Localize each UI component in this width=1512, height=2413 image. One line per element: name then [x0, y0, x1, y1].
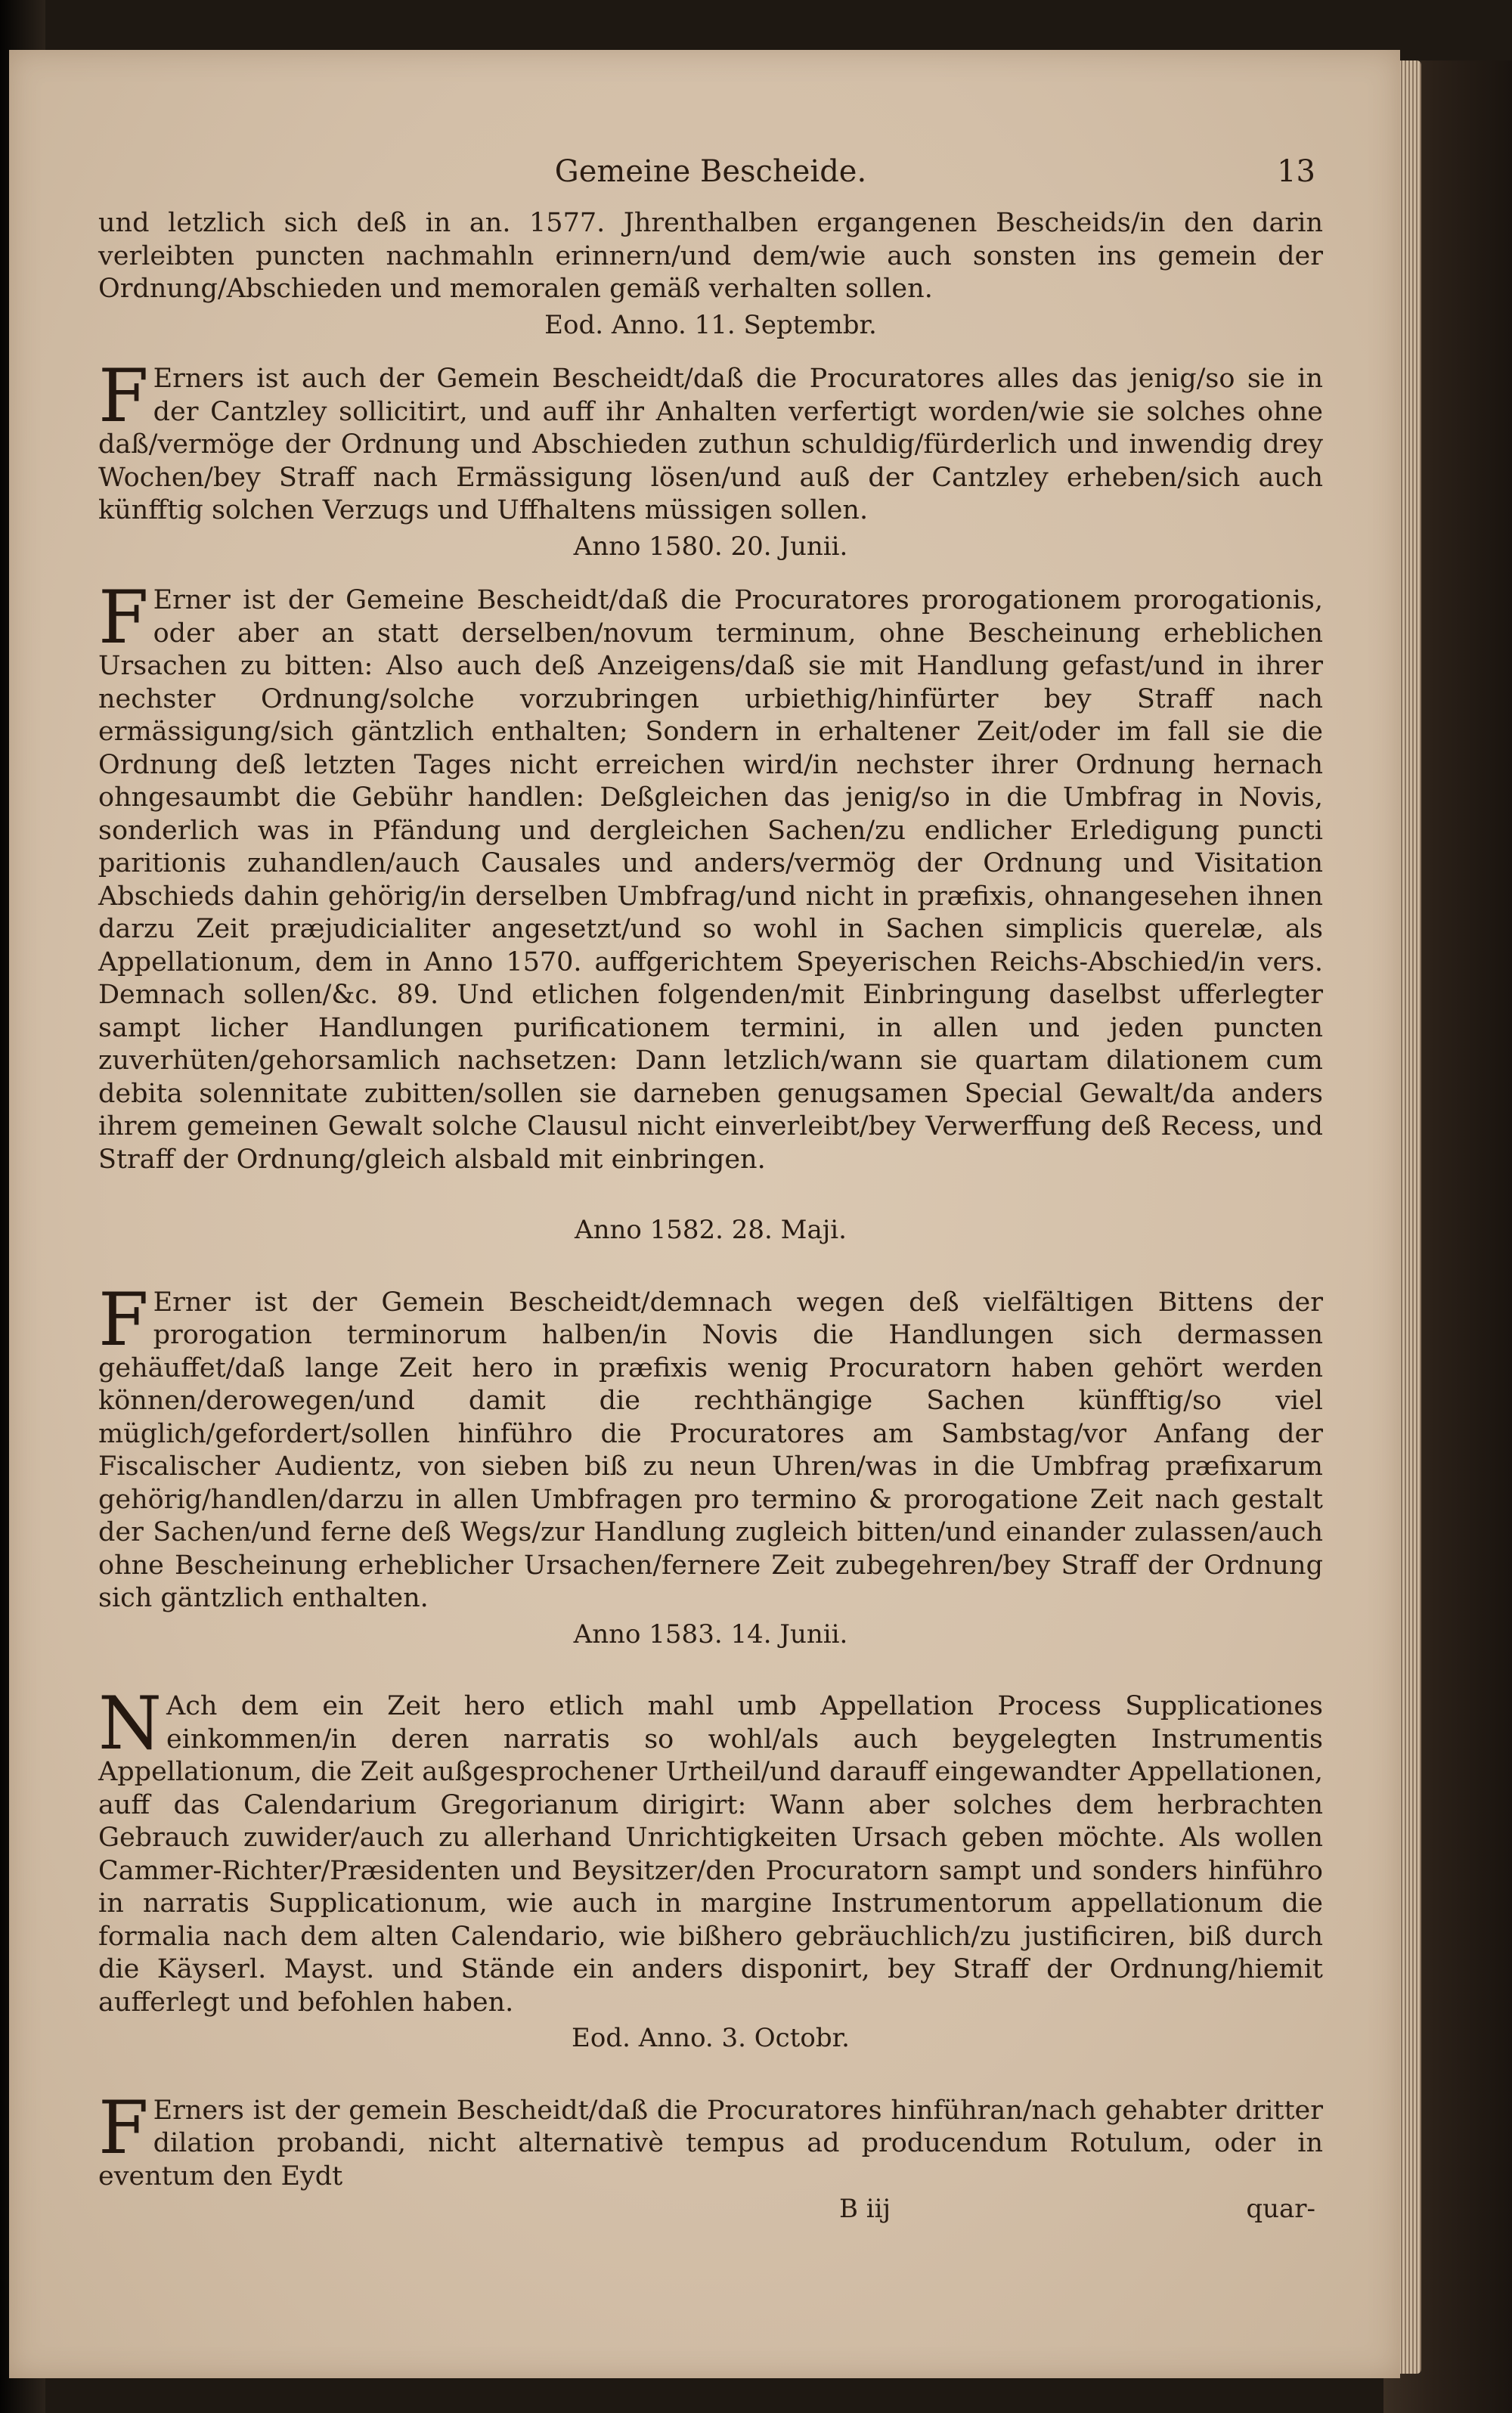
drop-initial: N [98, 1681, 162, 1766]
opening-paragraph: und letzlich sich deß in an. 1577. Jhrenthalben ergangenen Bescheids/in den darin verleibten puncten nachmahln erinnern/und dem/wie auch sonsten ins gemein der Ordnung/Abschieden und memoralen gemäß verhalten sollen. [98, 208, 1323, 304]
text-block [98, 156, 1323, 2226]
date-line: Anno 1580. 20. Junii. [573, 531, 848, 562]
date-line: Anno 1583. 14. Junii. [573, 1618, 848, 1649]
signature-mark: B iij [839, 2194, 891, 2224]
date-line: Eod. Anno. 3. Octobr. [572, 2023, 850, 2053]
section-1 [98, 354, 1323, 563]
page-number: 13 [1277, 154, 1315, 189]
section-4 [98, 1681, 1323, 2055]
section-paragraph: Ach dem ein Zeit hero etlich mahl umb Appellation Process Supplicationes einkommen/in deren narratis so wohl/als auch beygelegten Instrumentis Appellationum, die Zeit außgesprochener Urtheil/und darauff eingewandter Appellationen, auff das Calendarium Gregorianum dirigirt: Wann aber solches dem herbrachten Gebrauch zuwider/auch zu allerhand Unrichtigkeiten Ursach geben möchte. Als wollen Cammer-Richter/Præsidenten und Beysitzer/den Procuratorn sampt und sonders hinführo in narratis Supplicationum, wie auch in margine Instrumentorum appellationum die formalia nach dem alten Calendario, wie bißhero gebräuchlich/zu justificiren, biß durch die Käyserl. Mayst. und Stände ein anders disponirt, bey Straff der Ordnung/hiemit aufferlegt und befohlen haben. [98, 1691, 1323, 2018]
running-title: Gemeine Bescheide. [554, 154, 867, 189]
drop-initial: F [98, 1277, 149, 1362]
book-page [9, 50, 1400, 2378]
drop-initial: F [98, 2085, 149, 2170]
drop-initial: F [98, 354, 149, 438]
section-2 [98, 575, 1323, 1247]
section-paragraph: Erner ist der Gemeine Bescheidt/daß die Procuratores prorogationem prorogationis, oder aber an statt derselben/novum terminum, ohne Bescheinung erheblichen Ursachen zu bitten: Also auch deß Anzeigens/daß sie mit Handlung gefast/und in ihrer nechster Ordnung/solche vorzubringen urbiethig/hinfürter bey Straff nach ermässigung/sich gäntzlich enthalten; Sondern in erhaltener Zeit/oder im fall sie die Ordnung deß letzten Tages nicht erreichen wird/in nechster ihrer Ordnung hernach ohngesaumbt die Gebühr handlen: Deßgleichen das jenig/so in die Umbfrag in Novis, sonderlich was in Pfändung und dergleichen Sachen/zu endlicher Erledigung puncti paritionis zuhandlen/auch Causales und anders/vermög der Ordnung und Visitation Abschieds dahin gehörig/in derselben Umbfrag/und nicht in præfixis, ohnangesehen ihnen darzu Zeit præjudicialiter angesetzt/und so wohl in Sachen simplicis querelæ, als Appellationum, dem in Anno 1570. auffgerichtem Speyerischen Reichs-Abschied/in vers. Demnach sollen/&c. 89. Und etlichen folgenden/mit Einbringung daselbst ufferlegter sampt licher Handlungen purificationem termini, in allen und jeden puncten zuverhüten/gehorsamlich nachsetzen: Dann letzlich/wann sie quartam dilationem cum debita solennitate zubitten/sollen sie darneben genugsamen Special Gewalt/da anders ihrem gemeinen Gewalt solche Clausul nicht einverleibt/bey Verwerffung deß Recess, und Straff der Ordnung/gleich alsbald mit einbringen. [98, 585, 1323, 1175]
date-line: Eod. Anno. 11. Septembr. [544, 309, 877, 340]
section-paragraph: Erners ist auch der Gemein Bescheidt/daß die Procuratores alles das jenig/so sie in der Cantzley sollicitirt, und auff ihr Anhalten verfertigt worden/wie sie solches ohne daß/vermöge der Ordnung und Abschieden zuthun schuldig/fürderlich und inwendig drey Wochen/bey Straff nach Ermässigung lösen/und auß der Cantzley erheben/sich auch künfftig solchen Verzugs und Uffhaltens müssigen sollen. [98, 364, 1323, 525]
page-footer [98, 2193, 1323, 2226]
section-5 [98, 2085, 1323, 2194]
page-header [98, 156, 1323, 201]
date-line: Anno 1582. 28. Maji. [575, 1215, 847, 1245]
section-paragraph: Erner ist der Gemein Bescheidt/demnach wegen deß vielfältigen Bittens der prorogation terminorum halben/in Novis die Handlungen sich dermassen gehäuffet/daß lange Zeit hero in præfixis wenig Procuratorn haben gehört werden können/derowegen/und damit die rechthängige Sachen künfftig/so viel müglich/gefordert/sollen hinführo die Procuratores am Sambstag/vor Anfang der Fiscalischer Audientz, von sieben biß zu neun Uhren/was in die Umbfrag præfixarum gehörig/handlen/darzu in allen Umbfragen pro termino & prorogatione Zeit nach gestalt der Sachen/und ferne deß Wegs/zur Handlung zugleich bitten/und einander zulassen/auch ohne Bescheinung erheblicher Ursachen/fernere Zeit zubegehren/bey Straff der Ordnung sich gäntzlich enthalten. [98, 1287, 1323, 1613]
section-paragraph: Erners ist der gemein Bescheidt/daß die Procuratores hinführan/nach gehabter dritter dilation probandi, nicht alternativè tempus ad producendum Rotulum, oder in eventum den Eydt [98, 2095, 1323, 2192]
drop-initial: F [98, 575, 149, 660]
catchword: quar- [1246, 2194, 1315, 2224]
section-3 [98, 1277, 1323, 1652]
